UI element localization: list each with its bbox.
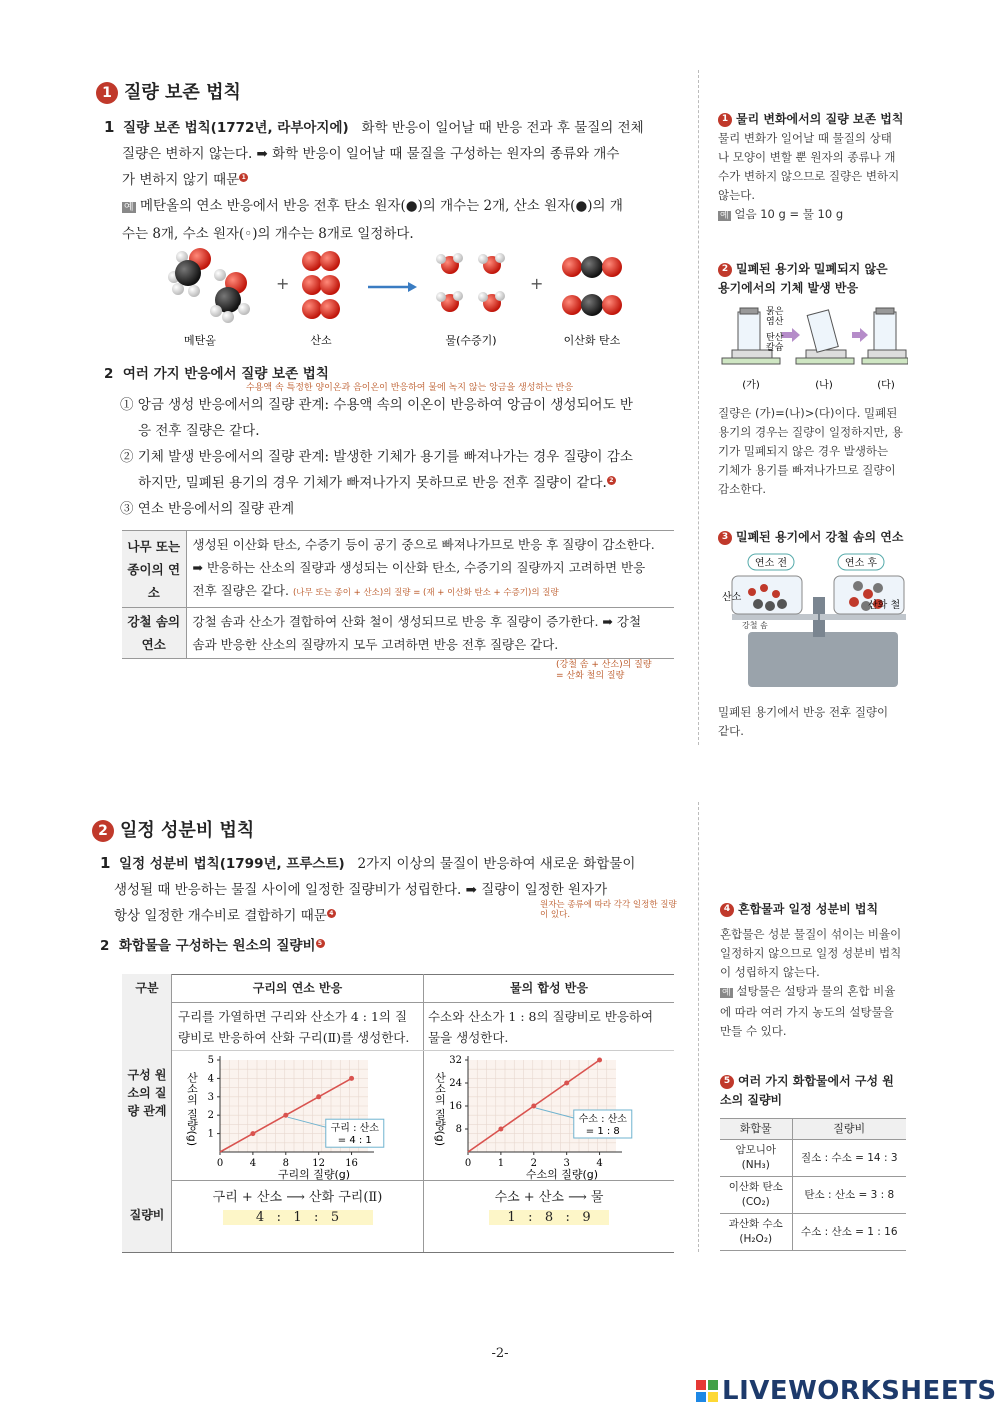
y-axis-label: 산소의 질량(g) [185, 1072, 199, 1147]
svg-text:연소 후: 연소 후 [844, 558, 878, 569]
svg-text:(가): (가) [742, 380, 760, 391]
hydrogen-oxygen-chart [426, 1052, 671, 1180]
sidebar-note-2: 2 밀폐된 용기와 밀폐되지 않은 용기에서의 기체 발생 반응 [718, 262, 888, 295]
section2-item2: 2 화합물을 구성하는 원소의 질량비 5 [100, 934, 329, 954]
combustion-line: ③ 연소 반응에서의 질량 관계 [120, 501, 295, 517]
definite-proportions-heading: 일정 성분비 법칙(1799년, 프루스트) [119, 856, 345, 872]
atomic-mass-note: 원자는 종류에 따라 각각 일정한 질량이 있다. [540, 900, 677, 920]
y-tick-label: 1 [207, 1128, 214, 1140]
liveworksheets-logo: LIVEWORKSHEETS [696, 1376, 997, 1406]
data-point [316, 1094, 321, 1099]
plus-sign-1: + [276, 274, 290, 293]
data-point [564, 1081, 569, 1086]
label-carbon-dioxide: 이산화 탄소 [563, 334, 621, 347]
plus-sign-2: + [530, 274, 544, 293]
x-tick-label: 16 [345, 1158, 358, 1169]
column-divider-bottom [698, 802, 699, 1252]
gas-reaction-line: ② 기체 발생 반응에서의 질량 관계: 발생한 기체가 용기를 빠져나가는 경우 질량이 감소 [120, 449, 633, 465]
annotation-line: = 1 : 8 [585, 1126, 620, 1137]
water-column-header: 물의 합성 반응 [510, 981, 588, 995]
table-row: 강철 솜의 연소 강철 솜과 산소가 결합하여 산화 철이 생성되므로 반응 후 질량이 증가한다. ➡ 강철 솜과 반응한 산소의 질량까지 모두 고려하면 반응 전후 질량은 같다. [122, 608, 674, 659]
water-molecules [436, 253, 505, 312]
x-tick-label: 8 [282, 1158, 289, 1169]
steel-wool-mass-note: (강철 솜 + 산소)의 질량 = 산화 철의 질량 [556, 660, 652, 681]
y-tick-label: 32 [449, 1055, 462, 1066]
wood-mass-note: (나무 또는 종이 + 산소)의 질량 = (재 + 이산화 탄소 + 수증기)의 질량 [292, 588, 559, 598]
section1-number: 1 [96, 82, 118, 104]
x-tick-label: 3 [563, 1158, 570, 1169]
methanol-molecule-1 [168, 248, 211, 297]
x-tick-label: 12 [312, 1158, 326, 1169]
y-tick-label: 5 [207, 1055, 214, 1066]
compound-ratio-table [720, 1118, 906, 1251]
sidebar-note-3: 3 밀폐된 용기에서 강철 솜의 연소 [718, 528, 908, 547]
svg-text:(나): (나) [815, 380, 833, 391]
oxygen-molecules [302, 251, 340, 319]
section2-number: 2 [92, 820, 114, 842]
water-ratio: 1 : 8 : 9 [424, 1210, 674, 1225]
column-divider-top [698, 70, 699, 745]
table-row: 암모니아 (NH₃) 질소 : 수소 = 14 : 3 [720, 1140, 906, 1177]
precipitation-line: ① 앙금 생성 반응에서의 질량 관계: 수용액 속의 이온이 반응하여 앙금이 생성되어도 반 [120, 397, 633, 413]
section2-title: 2 일정 성분비 법칙 [92, 816, 254, 842]
svg-text:(다): (다) [877, 380, 895, 391]
water-equation: 수소 + 산소 ⟶ 물 [494, 1190, 604, 1205]
item2-heading: 여러 가지 반응에서 질량 보존 법칙 [122, 366, 329, 382]
methanol-molecule-2 [210, 269, 250, 323]
table-row: 이산화 탄소 (CO₂) 탄소 : 산소 = 3 : 8 [720, 1177, 906, 1214]
x-axis-label: 구리의 질량(g) [277, 1168, 351, 1180]
step-arrow-2 [852, 328, 868, 342]
data-point [349, 1076, 354, 1081]
label-oxygen: 산소 [310, 334, 332, 347]
section1-item1: 1 질량 보존 법칙(1772년, 라부아지에) 화학 반응이 일어날 때 반응 전과 후 물질의 전체 질량은 변하지 않는다. ➡ 화학 반응이 일어날 때 물질을 구성하는 원자의 종류와 개수 가 변하지 않기 때문 1 예 메탄올의 연소 반응에서 반응 전후 탄소 원자(●)의 개수는 2개, 산소 원자(●)의 개 수는 8개, 수소 원자(◦)의 개수는 8개로 일정하다. [104, 118, 644, 242]
data-point [283, 1113, 288, 1118]
y-tick-label: 24 [449, 1078, 462, 1089]
precipitation-note: 수용액 속 특정한 양이온과 음이온이 반응하여 물에 녹지 않는 앙금을 생성하는 반응 [246, 383, 574, 393]
data-point [531, 1104, 536, 1109]
carbon-dioxide-molecules [562, 256, 622, 316]
methanol-combustion-figure [160, 245, 650, 350]
sidebar-note-4: 4 혼합물과 일정 성분비 법칙 혼합물은 성분 물질이 섞이는 비율이 일정하지 않으므로 일정 성분비 법칙 이 성립하지 않는다. 예 설탕물은 설탕과 물의 혼합 비율 에 따라 여러 가지 농도의 설탕물을 만들 수 있다. [720, 902, 902, 1038]
x-tick-label: 0 [464, 1158, 472, 1169]
page-number: -2- [491, 1346, 509, 1361]
copper-oxygen-chart [178, 1052, 423, 1180]
balance-figure [718, 552, 908, 692]
svg-text:염산: 염산 [766, 317, 784, 327]
svg-text:연소 전: 연소 전 [754, 558, 788, 569]
x-tick-label: 0 [216, 1158, 224, 1169]
x-tick-label: 4 [596, 1158, 603, 1169]
annotation-line: 수소 : 산소 [578, 1114, 627, 1125]
footnote-1-marker: 1 [239, 173, 248, 182]
data-point [597, 1058, 602, 1063]
combustion-table [122, 530, 674, 659]
table-row: 과산화 수소 (H₂O₂) 수소 : 산소 = 1 : 16 [720, 1214, 906, 1251]
label-water: 물(수증기) [445, 334, 497, 347]
y-tick-label: 16 [449, 1101, 462, 1112]
svg-text:묽은: 묽은 [766, 307, 784, 317]
copper-ratio: 4 : 1 : 5 [172, 1210, 423, 1225]
step-arrow-1 [782, 328, 800, 342]
table-row: 화합물 질량비 [720, 1119, 906, 1140]
balance-base [748, 632, 898, 687]
svg-text:칼슘: 칼슘 [766, 343, 784, 353]
sidebar-note-5: 5 여러 가지 화합물에서 구성 원 소의 질량비 [720, 1074, 894, 1107]
y-axis-label: 산소의 질량(g) [433, 1072, 447, 1147]
x-tick-label: 1 [497, 1158, 505, 1169]
svg-text:탄산: 탄산 [766, 333, 784, 343]
section1-item2: 2 여러 가지 반응에서 질량 보존 법칙 [104, 366, 329, 382]
svg-text:강철 솜: 강철 솜 [742, 621, 768, 630]
gas-reaction-figure [718, 302, 908, 394]
copper-equation: 구리 + 산소 ⟶ 산화 구리(Ⅱ) [212, 1190, 383, 1205]
label-methanol: 메탄올 [184, 334, 216, 347]
y-tick-label: 4 [207, 1073, 214, 1085]
section2-item1: 1 일정 성분비 법칙(1799년, 프루스트) 2가지 이상의 물질이 반응하여 새로운 화합물이 생성될 때 반응하는 물질 사이에 일정한 질량비가 성립한다. ➡ 질량이 일정한 원자가 항상 일정한 개수비로 결합하기 때문 4 [100, 854, 636, 924]
composition-row-label: 구성 원소의 질량 관계 [127, 1068, 167, 1118]
y-tick-label: 2 [207, 1110, 214, 1122]
svg-text:산소: 산소 [722, 592, 742, 603]
table-row: 나무 또는 종이의 연소 생성된 이산화 탄소, 수증기 등이 공기 중으로 빠져나가므로 반응 후 질량이 감소한다. ➡ 반응하는 산소의 질량과 생성되는 이산화 탄소, 수증기의 질량까지 고려하면 반응 전후 질량은 같다. (나무 또는 종이 + 산소)의 질량 = (재 + 이산화 탄소 + 수증기)의 질량 [122, 531, 674, 608]
ratio-row-label: 질량비 [129, 1208, 165, 1222]
data-point [250, 1131, 255, 1136]
x-tick-label: 2 [530, 1158, 537, 1169]
example-badge: 예 [124, 202, 134, 213]
data-point [498, 1127, 503, 1132]
annotation-line: = 4 : 1 [337, 1135, 372, 1147]
copper-column-header: 구리의 연소 반응 [252, 981, 343, 995]
y-tick-label: 3 [207, 1091, 214, 1103]
sidebar-note-1: 1 물리 변화에서의 질량 보존 법칙 물리 변화가 일어날 때 물질의 상태 나 모양이 변할 뿐 원자의 종류나 개 수가 변하지 않으므로 질량은 변하지 않는다. 예 얼음 10 g = 물 10 g [718, 112, 904, 221]
law-heading: 질량 보존 법칙(1772년, 라부아지에) [123, 120, 349, 136]
y-tick-label: 8 [455, 1124, 462, 1135]
liveworksheets-icon [696, 1380, 718, 1402]
annotation-line: 구리 : 산소 [330, 1123, 379, 1135]
x-tick-label: 4 [249, 1158, 257, 1169]
x-axis-label: 수소의 질량(g) [525, 1168, 599, 1180]
svg-text:산화 철: 산화 철 [868, 600, 901, 611]
section1-title: 1 질량 보존 법칙 [96, 78, 241, 104]
mass-ratio-table: 구분 구리의 연소 반응 물의 합성 반응 구리를 가열하면 구리와 산소가 4 : 1의 질 량비로 반응하여 산화 구리(Ⅱ)를 생성한다. 수소와 산소가 1 : 8의 질량비로 반응하여 물을 생성한다. 구성 원소의 질량 관계 0 4 8 12 16 1 2 3 4 5 산소의 질량(g) 구리의 질량(g) 구리 : 산소 = 4 : 1 0 1 2 3 4 8 16 24 32 산소의 질량(g) 수소의 질량(g) 수소 : 산소 = 1 : 8 질량비 구리 + 산소 ⟶ 산화 구리(Ⅱ) 4 : 1 : 5 수소 + 산소 ⟶ 물 1 : 8 : 9 [122, 974, 674, 1254]
